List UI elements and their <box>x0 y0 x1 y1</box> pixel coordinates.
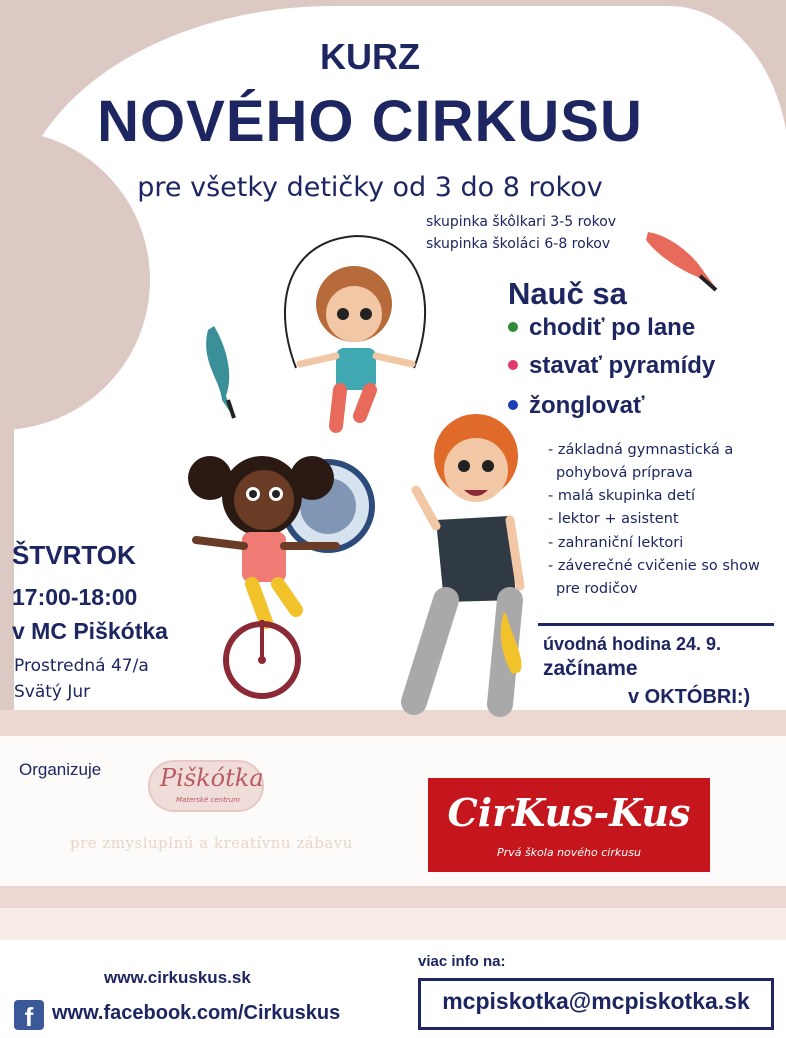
feature-line: - základná gymnastická a <box>548 442 734 458</box>
schedule-venue: v MC Piškótka <box>12 618 168 644</box>
learn-item-label: chodiť po lane <box>529 314 696 341</box>
learn-item <box>508 392 645 420</box>
email-link[interactable]: mcpiskotka@mcpiskotka.sk <box>442 988 750 1014</box>
website-link[interactable]: www.cirkuskus.sk <box>104 968 251 987</box>
intro-divider <box>538 623 774 626</box>
learn-item <box>508 314 695 342</box>
page-title: NOVÉHO CIRKUSU <box>97 89 643 154</box>
learn-title: Nauč sa <box>508 276 627 311</box>
feature-line: - malá skupinka detí <box>548 488 695 504</box>
schedule-day: ŠTVRTOK <box>12 540 136 570</box>
bullet-dot-icon <box>508 360 518 370</box>
intro-month: v OKTÓBRI:) <box>628 686 751 708</box>
schedule-time: 17:00-18:00 <box>12 584 138 610</box>
piskotka-logo-name: Piškótka <box>160 764 264 792</box>
intro-date: úvodná hodina 24. 9. <box>543 634 722 654</box>
feature-line: - zahraniční lektori <box>548 535 684 551</box>
title-kurz: KURZ <box>320 36 420 77</box>
facebook-icon: f <box>14 1000 44 1030</box>
girl-shirt <box>242 532 286 582</box>
juggling-club-icon <box>646 232 716 290</box>
organizer-label: Organizuje <box>19 760 102 779</box>
piskotka-logo-sub: Materské centrum <box>176 796 240 804</box>
feature-line: pre rodičov <box>556 581 638 597</box>
address-line: Svätý Jur <box>14 682 91 702</box>
divider-band <box>0 908 786 940</box>
feature-line: - záverečné cvičenie so show <box>548 558 760 574</box>
address-line: Prostredná 47/a <box>14 656 149 676</box>
learn-item-label: žonglovať <box>529 392 645 419</box>
feature-line: pohybová príprava <box>556 465 693 481</box>
subtitle: pre všetky detičky od 3 do 8 rokov <box>137 172 603 203</box>
facebook-link[interactable]: www.facebook.com/Cirkuskus <box>52 1002 341 1024</box>
cirkus-kus-logo-sub: Prvá škola nového cirkusu <box>497 846 641 859</box>
group-line: skupinka škôlkari 3-5 rokov <box>426 214 617 230</box>
juggling-club-icon <box>206 326 234 418</box>
piskotka-tagline: pre zmysluplnú a kreatívnu zábavu <box>70 834 353 852</box>
feature-line: - lektor + asistent <box>548 511 679 527</box>
more-info-label: viac info na: <box>418 953 506 970</box>
bullet-dot-icon <box>508 322 518 332</box>
group-line: skupinka školáci 6-8 rokov <box>426 236 611 252</box>
bullet-dot-icon <box>508 400 518 410</box>
learn-item <box>508 352 715 380</box>
girl-face <box>326 286 382 342</box>
intro-start: začíname <box>543 657 638 680</box>
learn-item-label: stavať pyramídy <box>529 352 716 379</box>
divider-band <box>0 886 786 908</box>
cirkus-kus-logo-name: CirKus-Kus <box>447 790 691 835</box>
